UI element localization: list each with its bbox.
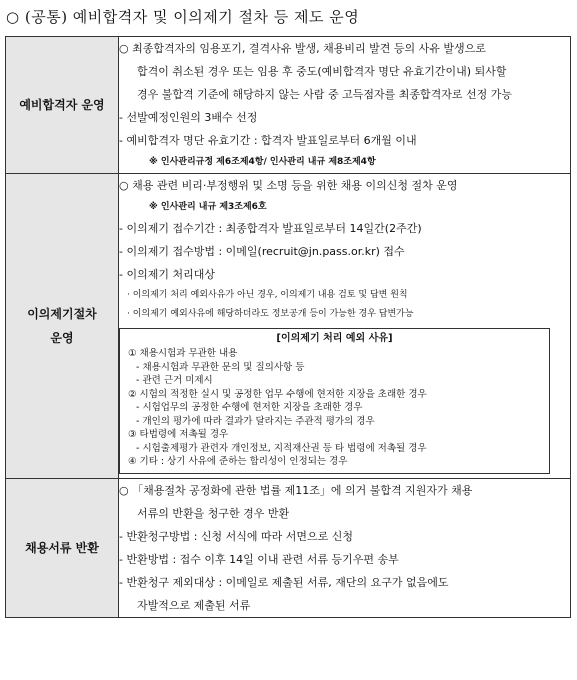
- content-line: ③ 타법령에 저촉될 경우: [128, 429, 229, 440]
- row-content: [119, 174, 571, 479]
- content-line: - 이의제기 처리대상: [119, 268, 215, 281]
- content-line: ② 시험의 적정한 실시 및 공정한 업무 수행에 현저한 지장을 초래한 경우: [128, 388, 427, 400]
- content-line: - 관련 근거 미제시: [136, 375, 213, 386]
- content-line: ① 채용시험과 무관한 내용: [128, 348, 238, 359]
- content-line: ○ 채용 관련 비리·부정행위 및 소명 등을 위한 채용 이의신청 절차 운영: [119, 179, 458, 192]
- content-line: - 이의제기 접수방법 : 이메일(recruit@jn.pass.or.kr) 접수: [119, 245, 405, 258]
- content-line: ④ 기타 : 상기 사유에 준하는 합리성이 인정되는 경우: [128, 456, 348, 467]
- row-label: [6, 174, 119, 479]
- table-row: [6, 174, 571, 479]
- exception-box: [119, 328, 550, 474]
- content-line: 합격이 취소된 경우 또는 임용 후 중도(예비합격자 명단 유효기간이내) 퇴사할: [137, 65, 507, 78]
- content-line: 서류의 반환을 청구한 경우 반환: [137, 506, 290, 520]
- row-label-text: 이의제기절차: [27, 306, 97, 321]
- content-line: - 시험업무의 공정한 수행에 현저한 지장을 초래한 경우: [136, 402, 363, 413]
- table-row: [6, 37, 571, 174]
- table-row: [6, 478, 571, 617]
- content-line: - 시험출제평가 관련자 개인정보, 지적재산권 등 타 법령에 저촉될 경우: [136, 442, 427, 454]
- content-line: ※ 인사관리 내규 제3조제6호: [149, 202, 267, 212]
- content-line: · 이의제기 예외사유에 해당하더라도 정보공개 등이 가능한 경우 답변가능: [127, 309, 414, 319]
- content-line: - 개인의 평가에 따라 결과가 달라지는 주관적 평가의 경우: [136, 415, 375, 427]
- content-line: - 예비합격자 명단 유효기간 : 합격자 발표일로부터 6개월 이내: [119, 134, 417, 147]
- content-line: · 이의제기 처리 예외사유가 아닌 경우, 이의제기 내용 검토 및 답변 원칙: [127, 290, 408, 300]
- row-label-text: 운영: [50, 330, 74, 345]
- content-line: ○ 최종합격자의 임용포기, 결격사유 발생, 채용비리 발견 등의 사유 발생으로: [119, 42, 486, 55]
- content-line: 경우 불합격 기준에 해당하지 않는 사람 중 고득점자를 최종합격자로 선정 가능: [137, 88, 512, 101]
- content-line: - 반환방법 : 접수 이후 14일 이내 관련 서류 등기우편 송부: [119, 552, 399, 566]
- content-line: - 반환청구방법 : 신청 서식에 따라 서면으로 신청: [119, 529, 354, 543]
- content-line: ○ 「채용절차 공정화에 관한 법률 제11조」에 의거 불합격 지원자가 채용: [119, 483, 473, 497]
- page-title: ○ (공통) 예비합격자 및 이의제기 절차 등 제도 운영: [6, 8, 360, 26]
- content-line: - 반환청구 제외대상 : 이메일로 제출된 서류, 재단의 요구가 없음에도: [119, 575, 449, 589]
- content-line: 자발적으로 제출된 서류: [137, 598, 251, 612]
- policy-table: [5, 36, 571, 618]
- row-label: [6, 37, 119, 174]
- row-content: [119, 37, 571, 174]
- row-content: [119, 478, 571, 617]
- content-line: - 선발예정인원의 3배수 선정: [119, 111, 258, 124]
- row-label: [6, 478, 119, 617]
- exception-box-title: [이의제기 처리 예외 사유]: [276, 333, 393, 344]
- row-label-text: 예비합격자 운영: [19, 98, 105, 112]
- content-line: - 채용시험과 무관한 문의 및 질의사항 등: [136, 361, 305, 373]
- row-label-text: 채용서류 반환: [25, 540, 99, 555]
- content-line: ※ 인사관리규정 제6조제4항/ 인사관리 내규 제8조제4항: [149, 157, 376, 167]
- content-line: - 이의제기 접수기간 : 최종합격자 발표일로부터 14일간(2주간): [119, 222, 422, 235]
